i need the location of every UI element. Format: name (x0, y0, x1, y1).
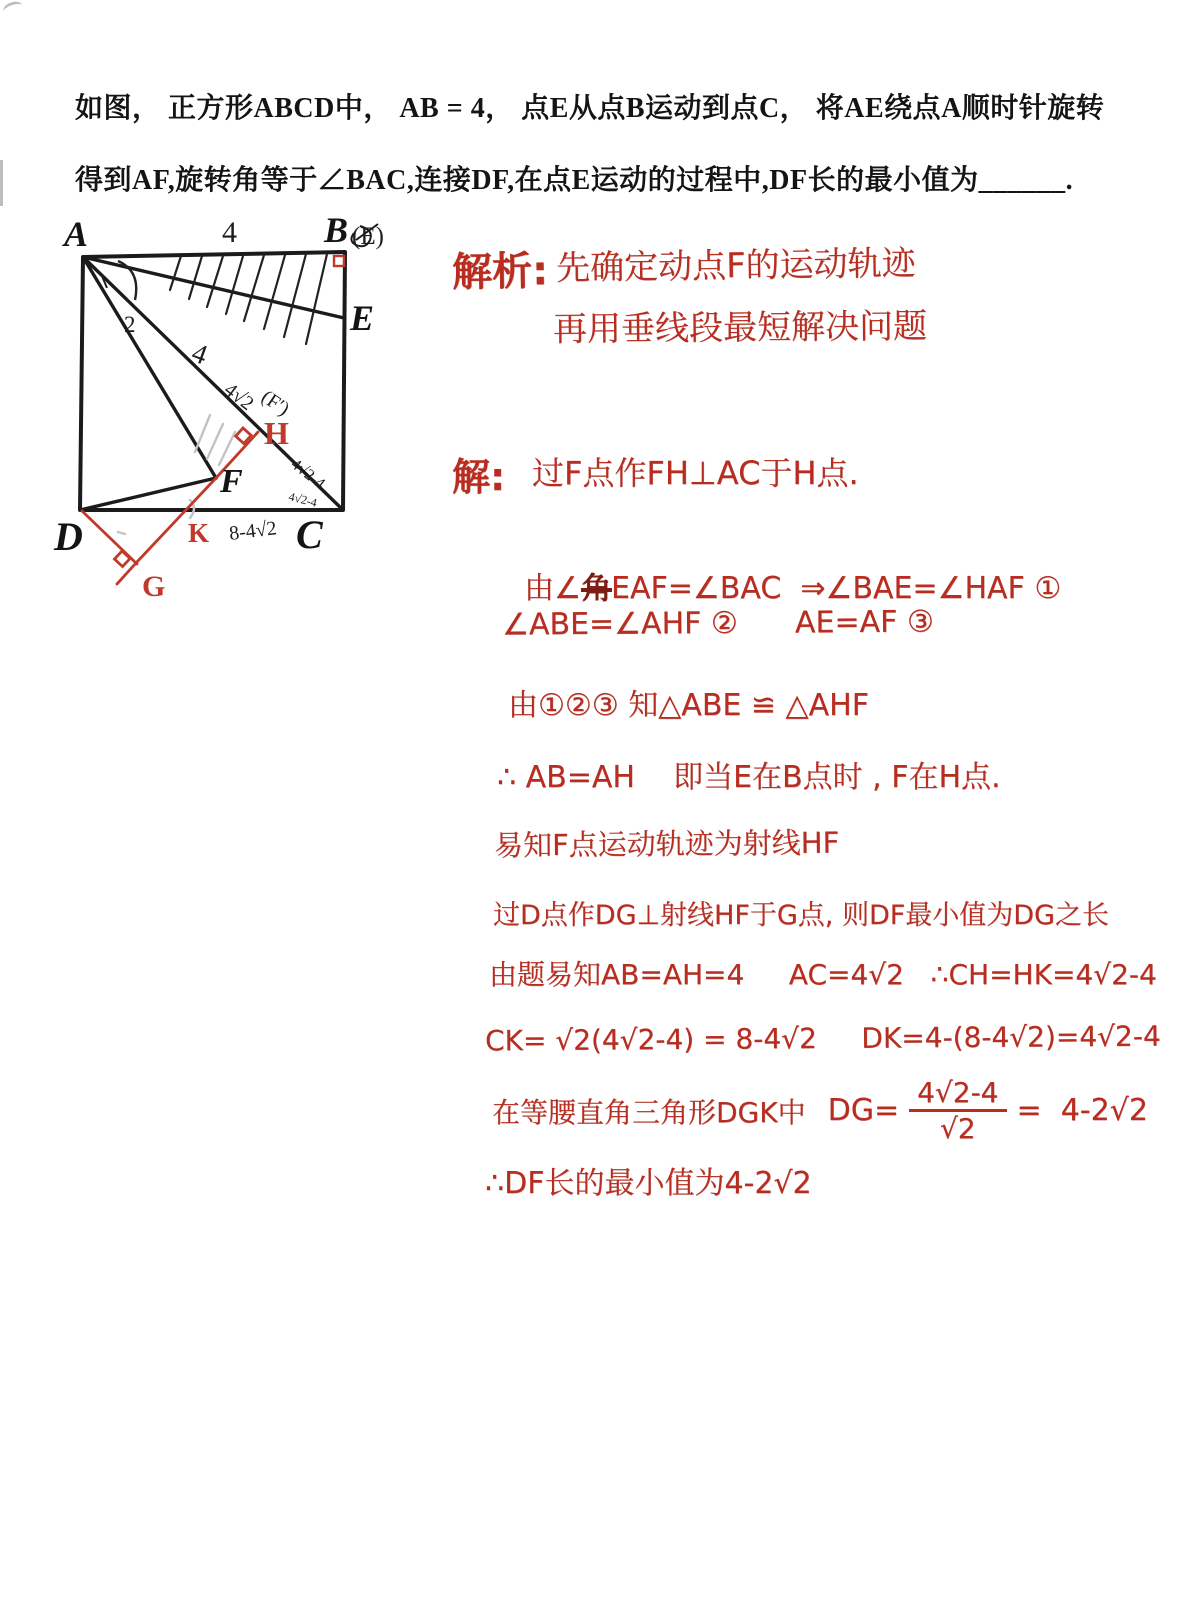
analysis-line-1: 先确定动点F的运动轨迹 (555, 243, 916, 289)
analysis-line-2: 再用垂线段最短解决问题 (552, 306, 928, 350)
problem-line-1: 如图， 正方形ABCD中， AB = 4， 点E从点B运动到点C， 将AE绕点A顺时针旋转 (75, 93, 1105, 124)
step-1-pre: 由∠ (524, 571, 581, 606)
step-9-post: = 4-2√2 (1016, 1093, 1148, 1129)
step-2: ∠ABE=∠AHF ② AE=AF ③ (501, 604, 934, 643)
step-3: 由①②③ 知△ABE ≌ △AHF (508, 688, 869, 723)
label-a: A (64, 214, 89, 254)
step-6: 过D点作DG⊥射线HF于G点, 则DF最小值为DG之长 (493, 900, 1109, 931)
label-c: C (296, 512, 323, 557)
solve-line: 过F点作FH⊥AC于H点. (532, 454, 859, 492)
geometry-figure (40, 200, 460, 620)
step-5: 易知F点运动轨迹为射线HF (493, 825, 840, 863)
fraction-numerator: 4√2-4 (909, 1078, 1006, 1112)
analysis-label: 解析: (451, 248, 549, 296)
label-b-paren: (E) (352, 223, 384, 250)
label-h: H (264, 415, 289, 451)
label-ac-length: 4√2 (219, 378, 258, 416)
step-1-post: EAF=∠BAC ⇒∠BAE=∠HAF ① (610, 571, 1062, 606)
right-angle-b (334, 256, 344, 266)
problem-line-2: 得到AF,旋转角等于∠BAC,连接DF,在点E运动的过程中,DF长的最小值为______. (75, 165, 1074, 196)
label-b: B (324, 210, 349, 250)
step-10: ∴DF长的最小值为4-2√2 (485, 1166, 812, 1201)
step-9 (492, 1078, 1148, 1144)
label-f: F (220, 463, 243, 500)
step-9-fraction (909, 1078, 1006, 1144)
step-7: 由题易知AB=AH=4 AC=4√2 ∴CH=HK=4√2-4 (489, 958, 1157, 991)
label-f-prime: (F′) (257, 385, 294, 421)
label-e: E (350, 298, 375, 338)
fraction-denominator: √2 (939, 1112, 976, 1146)
hatch-marks (170, 254, 327, 344)
step-9-pre: 在等腰直角三角形DGK中 (492, 1095, 806, 1129)
label-ab-length: 4 (222, 216, 237, 249)
label-hc-length: 4√2-4 (287, 455, 329, 493)
label-af-length: 4 (187, 337, 212, 372)
label-angle-2: 2 (124, 312, 136, 337)
label-k: K (188, 518, 210, 548)
scan-artifact-top (1, 0, 24, 18)
step-1-scribble: 角 (580, 571, 611, 606)
step-1 (505, 528, 1061, 607)
label-dc-segment: 8-4√2 (227, 517, 278, 545)
step-4: ∴ AB=AH 即当E在B点时 , F在H点. (497, 760, 1001, 795)
line-df (80, 478, 216, 510)
label-d: D (54, 514, 83, 559)
label-g: G (142, 570, 166, 603)
scan-artifact-left (0, 160, 3, 206)
step-8: CK= √2(4√2-4) = 8-4√2 DK=4-(8-4√2)=4√2-4 (484, 1019, 1161, 1058)
solve-label: 解: (452, 455, 506, 499)
label-kc-small: 4√2-4 (287, 489, 319, 510)
step-9-dg: DG= (827, 1093, 900, 1129)
